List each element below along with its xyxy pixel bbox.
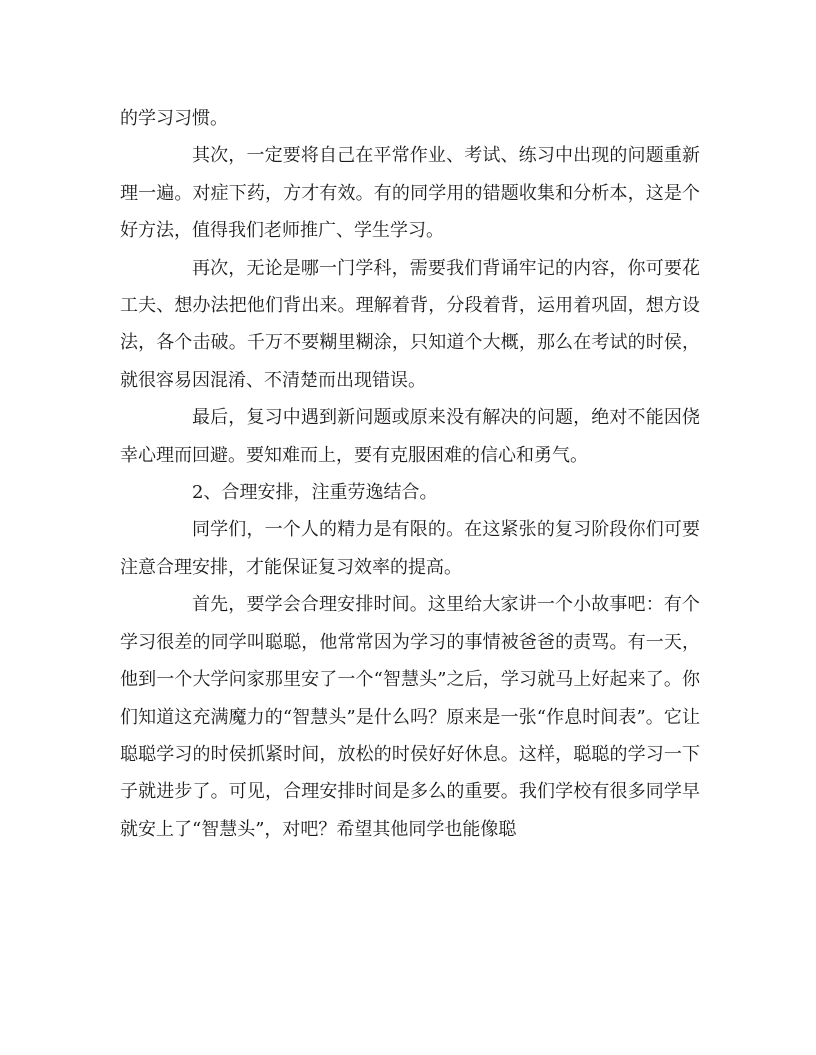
paragraph-continuation: 的学习习惯。 — [120, 108, 228, 129]
paragraph-energy: 同学们，一个人的精力是有限的。在这紧张的复习阶段你们可要注意合理安排，才能保证复习效率的提高。 — [120, 519, 700, 578]
paragraph-thirdly: 再次，无论是哪一门学科，需要我们背诵牢记的内容，你可要花工夫、想办法把他们背出来。理解着背，分段着背，运用着巩固，想方设法，各个击破。千万不要糊里糊涂，只知道个大概，那么在考试的时侯，就很容易因混淆、不清楚而出现错误。 — [120, 257, 700, 391]
section-heading-2: 2、合理安排，注重劳逸结合。 — [192, 482, 438, 504]
paragraph-secondly: 其次，一定要将自己在平常作业、考试、练习中出现的问题重新理一遍。对症下药，方才有效。有的同学用的错题收集和分析本，这是个好方法，值得我们老师推广、学生学习。 — [120, 145, 700, 242]
paragraph-time-management: 首先，要学会合理安排时间。这里给大家讲一个小故事吧：有个学习很差的同学叫聪聪，他常常因为学习的事情被爸爸的责骂。有一天，他到一个大学问家那里安了一个“智慧头”之后，学习就马上好起来了。你们知道这充满魔力的“智慧头”是什么吗？原来是一张“作息时间表”。它让聪聪学习的时侯抓紧时间，放松的时侯好好休息。这样，聪聪的学习一下子就进步了。可见，合理安排时间是多么的重要。我们学校有很多同学早就安上了“智慧头”，对吧？希望其他同学也能像聪 — [120, 594, 700, 840]
paragraph-finally: 最后，复习中遇到新问题或原来没有解决的问题，绝对不能因侥幸心理而回避。要知难而上，要有克服困难的信心和勇气。 — [120, 407, 700, 466]
document-body — [120, 100, 700, 848]
